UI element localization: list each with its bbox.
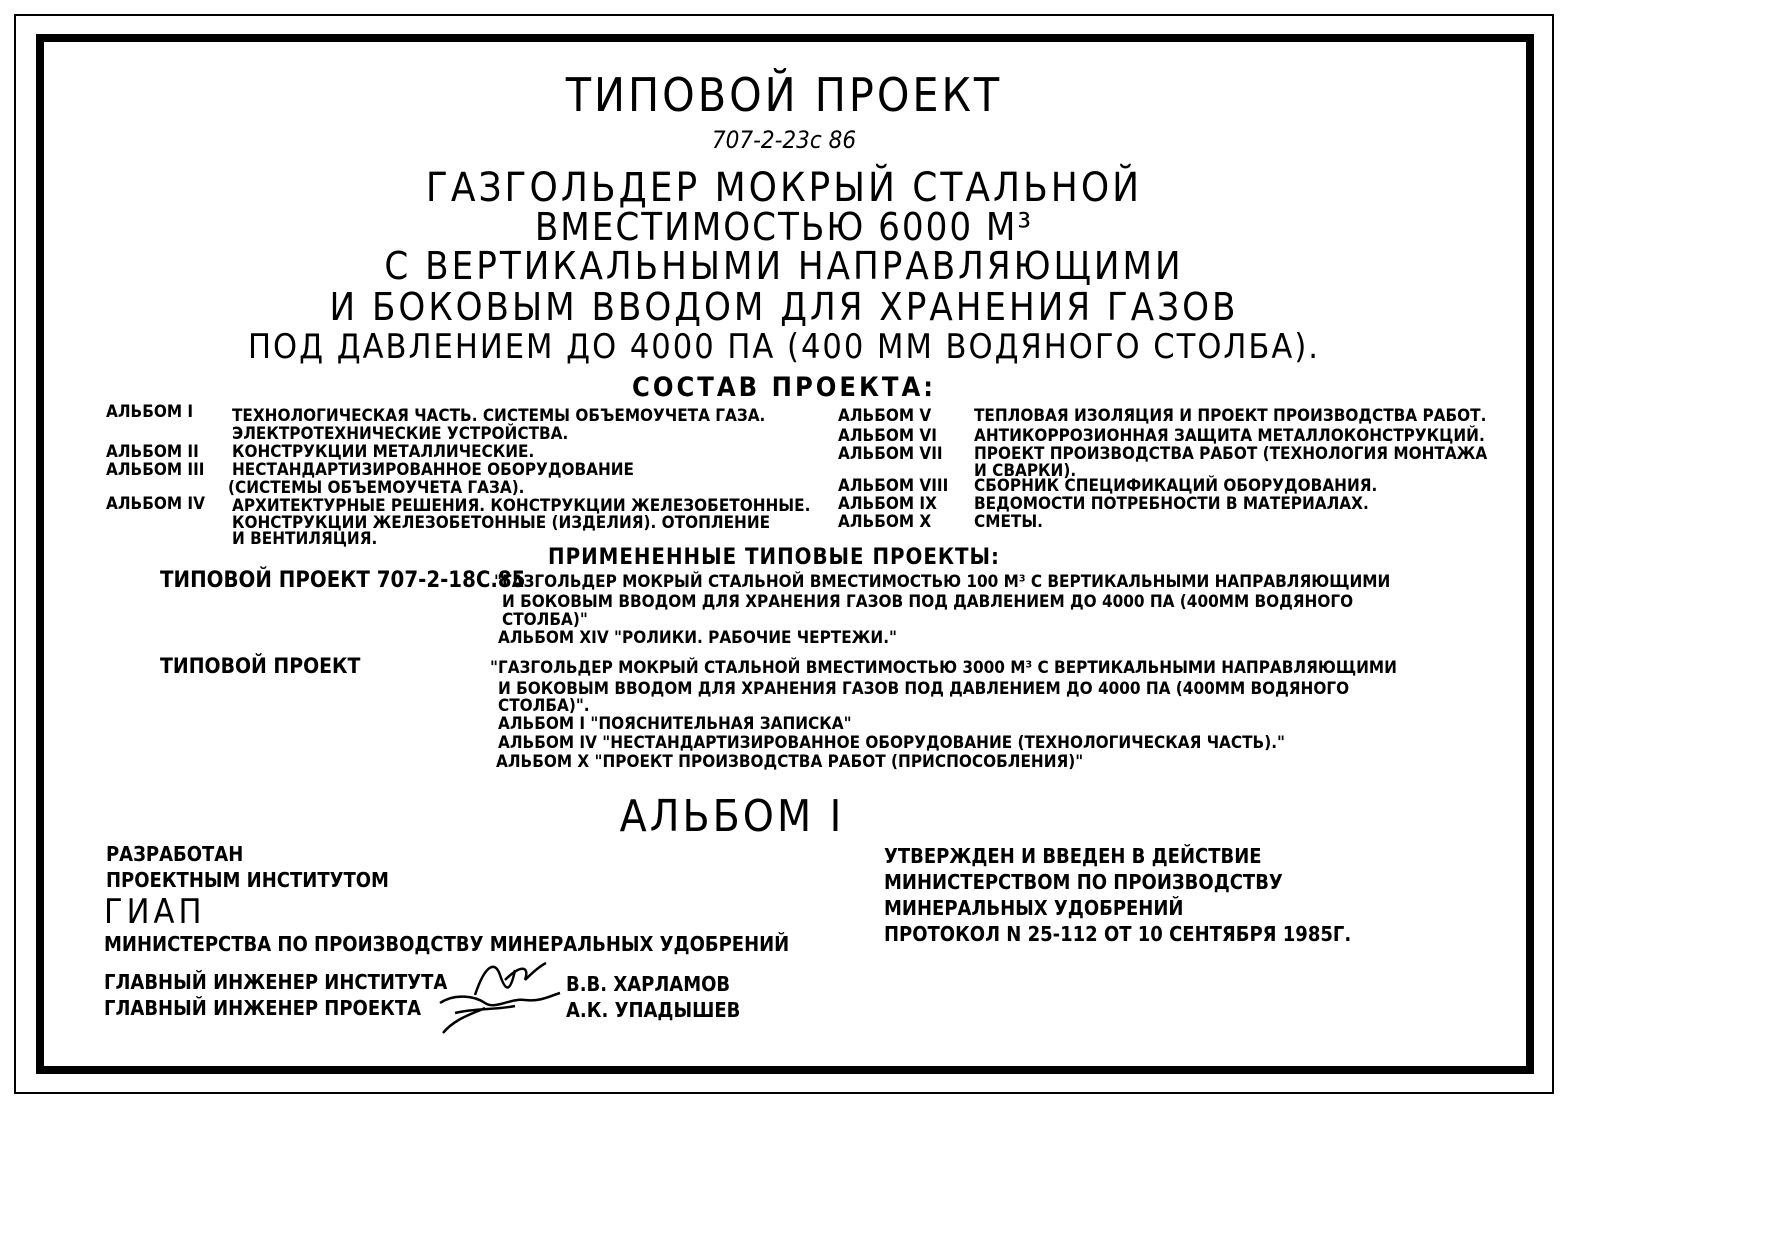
title-line-3: С ВЕРТИКАЛЬНЫМИ НАПРАВЛЯЮЩИМИ bbox=[384, 244, 1184, 288]
title-line-1: ГАЗГОЛЬДЕР МОКРЫЙ СТАЛЬНОЙ bbox=[425, 165, 1143, 211]
album-text: И ВЕНТИЛЯЦИЯ. bbox=[232, 529, 378, 549]
album-text: ТЕХНОЛОГИЧЕСКАЯ ЧАСТЬ. СИСТЕМЫ ОБЪЕМОУЧЕТА ГАЗА. bbox=[232, 406, 766, 426]
album-text: КОНСТРУКЦИИ МЕТАЛЛИЧЕСКИЕ. bbox=[232, 442, 535, 462]
applied-project-text: И БОКОВЫМ ВВОДОМ ДЛЯ ХРАНЕНИЯ ГАЗОВ ПОД ДАВЛЕНИЕМ ДО 4000 ПА (400ММ ВОДЯНОГО bbox=[502, 592, 1354, 612]
chief-engineer-project-name: А.К. УПАДЫШЕВ bbox=[566, 998, 741, 1022]
album-text: АНТИКОРРОЗИОННАЯ ЗАЩИТА МЕТАЛЛОКОНСТРУКЦИЙ. bbox=[974, 426, 1485, 446]
chief-engineer-institute-name: В.В. ХАРЛАМОВ bbox=[566, 972, 731, 996]
protocol-reference: ПРОТОКОЛ N 25-112 ОТ 10 СЕНТЯБРЯ 1985Г. bbox=[884, 922, 1352, 946]
album-text: НЕСТАНДАРТИЗИРОВАННОЕ ОБОРУДОВАНИЕ bbox=[232, 460, 634, 480]
album-label: АЛЬБОМ III bbox=[106, 460, 205, 480]
album-label: АЛЬБОМ X bbox=[838, 512, 932, 532]
applied-project-text: И БОКОВЫМ ВВОДОМ ДЛЯ ХРАНЕНИЯ ГАЗОВ ПОД ДАВЛЕНИЕМ ДО 4000 ПА (400ММ ВОДЯНОГО bbox=[498, 679, 1350, 699]
applied-project-text: "ГАЗГОЛЬДЕР МОКРЫЙ СТАЛЬНОЙ ВМЕСТИМОСТЬЮ 100 М³ С ВЕРТИКАЛЬНЫМИ НАПРАВЛЯЮЩИМИ bbox=[494, 572, 1391, 592]
album-label: АЛЬБОМ II bbox=[106, 442, 199, 462]
album-text: КОНСТРУКЦИИ ЖЕЛЕЗОБЕТОННЫЕ (ИЗДЕЛИЯ). ОТОПЛЕНИЕ bbox=[232, 513, 771, 533]
applied-project-text: АЛЬБОМ IV "НЕСТАНДАРТИЗИРОВАННОЕ ОБОРУДОВАНИЕ (ТЕХНОЛОГИЧЕСКАЯ ЧАСТЬ)." bbox=[498, 733, 1285, 753]
album-text: АРХИТЕКТУРНЫЕ РЕШЕНИЯ. КОНСТРУКЦИИ ЖЕЛЕЗОБЕТОННЫЕ. bbox=[232, 496, 811, 516]
project-number: 707-2-23с 86 bbox=[711, 126, 857, 154]
doc-type: ТИПОВОЙ ПРОЕКТ bbox=[565, 68, 1003, 122]
album-title: АЛЬБОМ I bbox=[619, 791, 845, 842]
album-text: СБОРНИК СПЕЦИФИКАЦИЙ ОБОРУДОВАНИЯ. bbox=[974, 476, 1378, 496]
approval-text: УТВЕРЖДЕН И ВВЕДЕН В ДЕЙСТВИЕ bbox=[884, 844, 1262, 868]
title-line-2: ВМЕСТИМОСТЬЮ 6000 М³ bbox=[534, 205, 1034, 249]
album-label: АЛЬБОМ VI bbox=[838, 426, 937, 446]
signature-2 bbox=[435, 988, 565, 1038]
album-text: ТЕПЛОВАЯ ИЗОЛЯЦИЯ И ПРОЕКТ ПРОИЗВОДСТВА РАБОТ. bbox=[974, 406, 1487, 426]
applied-heading: ПРИМЕНЕННЫЕ ТИПОВЫЕ ПРОЕКТЫ: bbox=[548, 545, 1000, 570]
album-text: ПРОЕКТ ПРОИЗВОДСТВА РАБОТ (ТЕХНОЛОГИЯ МОНТАЖА bbox=[974, 444, 1488, 464]
ministry-name: МИНИСТЕРСТВА ПО ПРОИЗВОДСТВУ МИНЕРАЛЬНЫХ УДОБРЕНИЙ bbox=[104, 932, 790, 956]
composition-heading: СОСТАВ ПРОЕКТА: bbox=[632, 372, 936, 403]
applied-project-label: ТИПОВОЙ ПРОЕКТ 707-2-18С.85 bbox=[160, 568, 526, 593]
title-line-4: И БОКОВЫМ ВВОДОМ ДЛЯ ХРАНЕНИЯ ГАЗОВ bbox=[329, 285, 1239, 329]
album-label: АЛЬБОМ VII bbox=[838, 444, 943, 464]
chief-engineer-project-role: ГЛАВНЫЙ ИНЖЕНЕР ПРОЕКТА bbox=[104, 996, 422, 1020]
applied-project-text: "ГАЗГОЛЬДЕР МОКРЫЙ СТАЛЬНОЙ ВМЕСТИМОСТЬЮ 3000 М³ С ВЕРТИКАЛЬНЫМИ НАПРАВЛЯЮЩИМИ bbox=[490, 658, 1397, 678]
applied-project-text: АЛЬБОМ X "ПРОЕКТ ПРОИЗВОДСТВА РАБОТ (ПРИСПОСОБЛЕНИЯ)" bbox=[496, 752, 1084, 772]
album-text: ВЕДОМОСТИ ПОТРЕБНОСТИ В МАТЕРИАЛАХ. bbox=[974, 494, 1369, 514]
chief-engineer-institute-role: ГЛАВНЫЙ ИНЖЕНЕР ИНСТИТУТА bbox=[104, 970, 448, 994]
album-label: АЛЬБОМ I bbox=[106, 402, 194, 422]
album-text: И СВАРКИ). bbox=[974, 461, 1077, 481]
album-label: АЛЬБОМ IX bbox=[838, 494, 937, 514]
title-line-5: ПОД ДАВЛЕНИЕМ ДО 4000 ПА (400 ММ ВОДЯНОГО СТОЛБА). bbox=[248, 327, 1320, 367]
approving-ministry-2: МИНЕРАЛЬНЫХ УДОБРЕНИЙ bbox=[884, 896, 1184, 920]
organization-name: ГИАП bbox=[104, 892, 206, 932]
album-label: АЛЬБОМ V bbox=[838, 406, 932, 426]
applied-project-text: СТОЛБА)" bbox=[502, 610, 588, 630]
developed-label: РАЗРАБОТАН bbox=[106, 842, 244, 866]
developed-by: ПРОЕКТНЫМ ИНСТИТУТОМ bbox=[106, 868, 389, 892]
album-text: (СИСТЕМЫ ОБЪЕМОУЧЕТА ГАЗА). bbox=[228, 478, 525, 498]
album-text: ЭЛЕКТРОТЕХНИЧЕСКИЕ УСТРОЙСТВА. bbox=[232, 424, 569, 444]
applied-project-text: АЛЬБОМ I "ПОЯСНИТЕЛЬНАЯ ЗАПИСКА" bbox=[498, 714, 852, 734]
album-label: АЛЬБОМ IV bbox=[106, 494, 205, 514]
applied-project-label: ТИПОВОЙ ПРОЕКТ bbox=[160, 654, 361, 678]
album-text: СМЕТЫ. bbox=[974, 512, 1043, 532]
applied-project-text: АЛЬБОМ XIV "РОЛИКИ. РАБОЧИЕ ЧЕРТЕЖИ." bbox=[498, 628, 897, 648]
album-label: АЛЬБОМ VIII bbox=[838, 476, 949, 496]
approving-ministry: МИНИСТЕРСТВОМ ПО ПРОИЗВОДСТВУ bbox=[884, 870, 1283, 894]
applied-project-text: СТОЛБА)". bbox=[498, 696, 590, 716]
